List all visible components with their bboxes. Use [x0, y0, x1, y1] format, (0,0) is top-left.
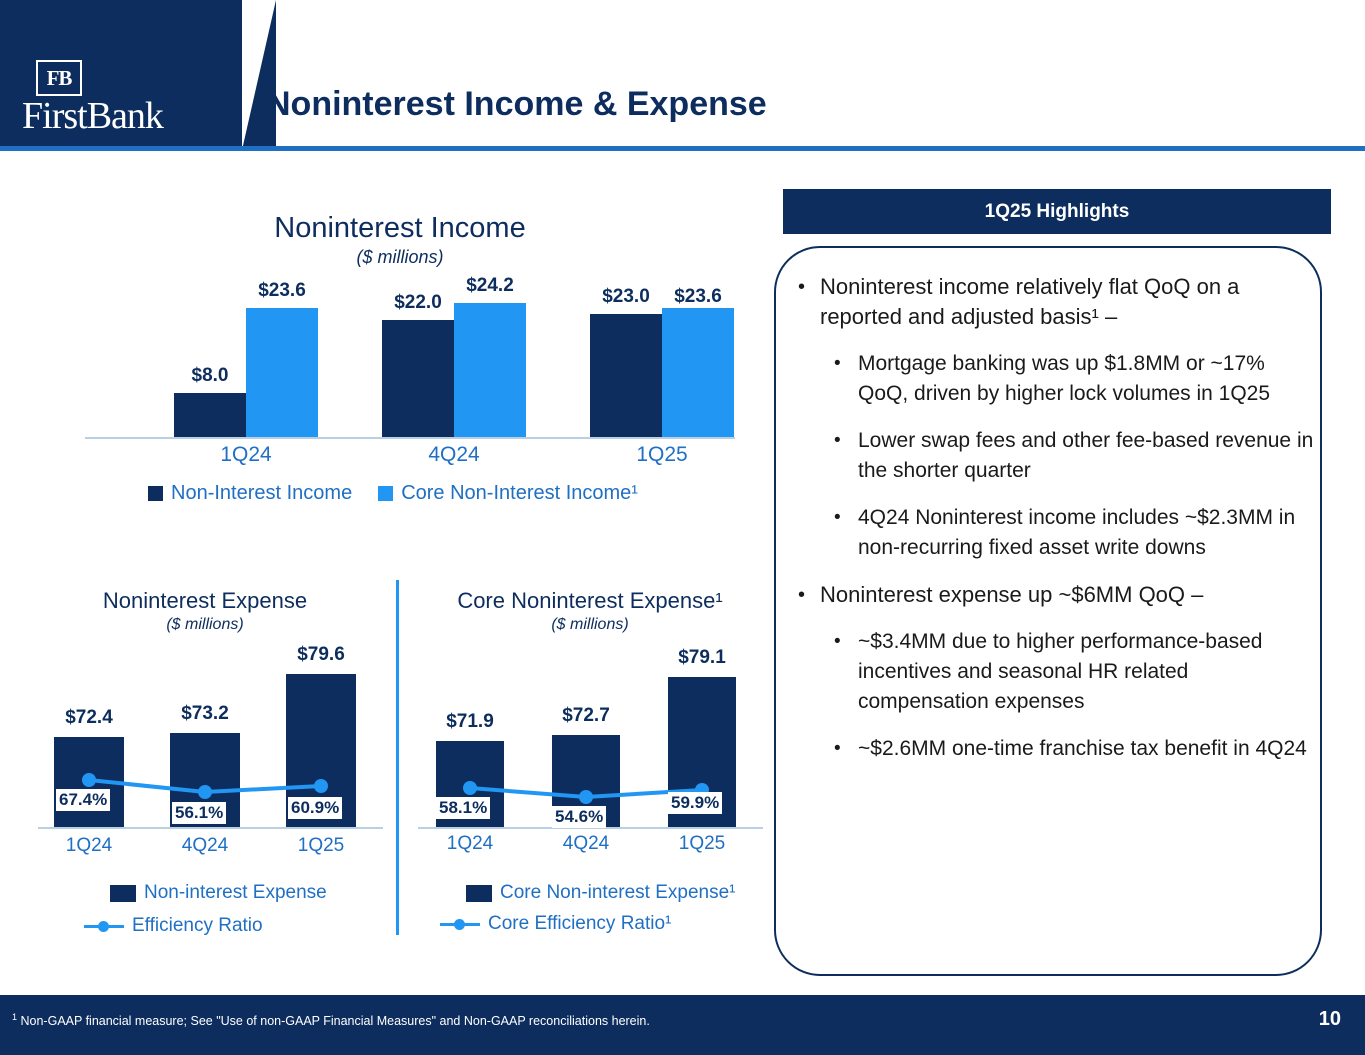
bar-income-1q25-core — [662, 308, 734, 437]
legend-line-icon — [440, 917, 480, 932]
cat-label-expense-4q24: 4Q24 — [181, 835, 229, 856]
bar-income-1q24-reported — [174, 393, 246, 437]
chart-title — [20, 588, 390, 634]
logo-wordmark: FirstBank — [22, 95, 163, 137]
bullet-icon: • — [834, 430, 841, 451]
list-item — [834, 734, 1318, 764]
list-item — [834, 349, 1318, 409]
footnote-marker: 1 — [12, 1012, 18, 1022]
core-expense-legend-bar — [466, 882, 762, 904]
list-item-text: 4Q24 Noninterest income includes ~$2.3MM in non-recurring fixed asset write downs — [858, 506, 1296, 559]
cat-label-income-4q24: 4Q24 — [428, 443, 480, 466]
bar-label-expense-4q24: $73.2 — [181, 703, 229, 724]
bar-label-expense-1q24: $72.4 — [65, 707, 113, 728]
legend-item-noninterest-expense — [110, 882, 327, 904]
chart-title — [410, 588, 770, 634]
chart-noninterest-income — [60, 212, 740, 268]
bar-label-expense-1q25: $79.6 — [297, 644, 345, 665]
bar-label-income-1q24-reported: $8.0 — [191, 365, 229, 386]
page-title: Noninterest Income & Expense — [266, 85, 767, 123]
list-item — [798, 272, 1318, 332]
pct-label-core-efficiency-1q24: 58.1% — [436, 797, 490, 819]
income-axis-line — [85, 437, 735, 439]
chart-title-text: Noninterest Income — [274, 212, 526, 244]
cat-label-expense-1q24: 1Q24 — [65, 835, 113, 856]
legend-swatch-icon — [148, 486, 163, 501]
chart-subtitle-text: ($ millions) — [166, 616, 244, 633]
chart-title — [60, 212, 740, 268]
bullet-icon: • — [834, 353, 841, 374]
footnote — [12, 1012, 650, 1028]
logo-mark: FB — [36, 60, 82, 96]
list-item — [834, 627, 1318, 717]
list-item-text: Mortgage banking was up $1.8MM or ~17% QoQ, driven by higher lock volumes in 1Q25 — [858, 352, 1271, 405]
legend-label: Non-interest Expense — [144, 882, 327, 903]
bullet-icon: • — [798, 584, 806, 606]
pct-label-efficiency-1q25: 60.9% — [288, 797, 342, 819]
bullet-icon: • — [834, 507, 841, 528]
pct-label-efficiency-1q24: 67.4% — [56, 789, 110, 811]
income-legend — [148, 482, 664, 505]
legend-swatch-icon — [466, 885, 492, 902]
bar-income-4q24-core — [454, 303, 526, 437]
chart-noninterest-expense — [20, 588, 390, 634]
bar-label-income-4q24-core: $24.2 — [466, 275, 514, 296]
highlights-header: 1Q25 Highlights — [783, 189, 1331, 234]
legend-label: Efficiency Ratio — [132, 915, 263, 936]
legend-item-core-noninterest-income — [378, 482, 638, 505]
legend-label: Core Non-interest Expense¹ — [500, 882, 736, 903]
bar-income-1q24-core — [246, 308, 318, 437]
core-expense-plot-area — [410, 645, 770, 854]
page-number: 10 — [1318, 1008, 1341, 1030]
bar-label-core-expense-1q25: $79.1 — [678, 647, 726, 668]
header-divider — [0, 146, 1365, 151]
list-item-text: Noninterest income relatively flat QoQ on a reported and adjusted basis¹ – — [820, 274, 1240, 329]
bullet-icon: • — [834, 631, 841, 652]
chart-divider — [396, 580, 399, 935]
chart-subtitle-text: ($ millions) — [356, 247, 444, 267]
legend-item-efficiency-ratio — [84, 915, 263, 937]
legend-item-noninterest-income — [148, 482, 352, 505]
firstbank-logo — [22, 60, 163, 136]
pct-label-efficiency-4q24: 56.1% — [172, 802, 226, 824]
cat-label-core-expense-1q24: 1Q24 — [446, 833, 494, 854]
header-band-triangle — [242, 0, 276, 150]
list-item — [834, 426, 1318, 486]
slide-header — [0, 0, 1365, 150]
highlights-list — [798, 272, 1318, 781]
legend-swatch-icon — [110, 885, 136, 902]
expense-legend-bar — [110, 882, 353, 904]
legend-label: Non-Interest Income — [171, 482, 353, 504]
cat-label-expense-1q25: 1Q25 — [297, 835, 345, 856]
chart-title-text: Noninterest Expense — [102, 588, 308, 613]
expense-plot-area — [20, 644, 390, 856]
cat-label-income-1q24: 1Q24 — [220, 443, 272, 466]
expense-legend-line — [84, 915, 289, 937]
pct-label-core-efficiency-4q24: 54.6% — [552, 806, 606, 828]
core-expense-legend-line — [440, 913, 697, 935]
chart-subtitle-text: ($ millions) — [551, 616, 629, 633]
list-item-text: ~$2.6MM one-time franchise tax benefit in 4Q24 — [858, 737, 1307, 760]
bar-label-income-1q24-core: $23.6 — [258, 280, 306, 301]
legend-label: Core Non-Interest Income¹ — [401, 482, 638, 504]
legend-label: Core Efficiency Ratio¹ — [488, 913, 672, 934]
bar-income-4q24-reported — [382, 320, 454, 437]
legend-line-icon — [84, 919, 124, 934]
income-plot-area — [60, 275, 740, 466]
chart-core-noninterest-expense — [410, 588, 770, 634]
bar-label-income-4q24-reported: $22.0 — [394, 292, 442, 313]
bar-label-core-expense-4q24: $72.7 — [562, 705, 610, 726]
list-item-text: ~$3.4MM due to higher performance-based incentives and seasonal HR related compensation expenses — [858, 630, 1263, 713]
cat-label-core-expense-1q25: 1Q25 — [678, 833, 726, 854]
list-item — [834, 503, 1318, 563]
cat-label-income-1q25: 1Q25 — [636, 443, 688, 466]
legend-item-core-noninterest-expense — [466, 882, 736, 904]
list-item-text: Noninterest expense up ~$6MM QoQ – — [820, 582, 1204, 607]
bullet-icon: • — [798, 276, 806, 298]
pct-label-core-efficiency-1q25: 59.9% — [668, 792, 722, 814]
chart-title-text: Core Noninterest Expense¹ — [457, 588, 723, 613]
list-item — [798, 580, 1318, 610]
bar-income-1q25-reported — [590, 314, 662, 437]
bar-label-income-1q25-reported: $23.0 — [602, 286, 650, 307]
list-item-text: Lower swap fees and other fee-based revenue in the shorter quarter — [858, 429, 1314, 482]
bullet-icon: • — [834, 738, 841, 759]
cat-label-core-expense-4q24: 4Q24 — [562, 833, 610, 854]
legend-item-core-efficiency-ratio — [440, 913, 671, 935]
bar-label-core-expense-1q24: $71.9 — [446, 711, 494, 732]
footnote-text: Non-GAAP financial measure; See "Use of non-GAAP Financial Measures" and Non-GAAP reconciliations herein. — [20, 1014, 650, 1029]
legend-swatch-icon — [378, 486, 393, 501]
bar-label-income-1q25-core: $23.6 — [674, 286, 722, 307]
